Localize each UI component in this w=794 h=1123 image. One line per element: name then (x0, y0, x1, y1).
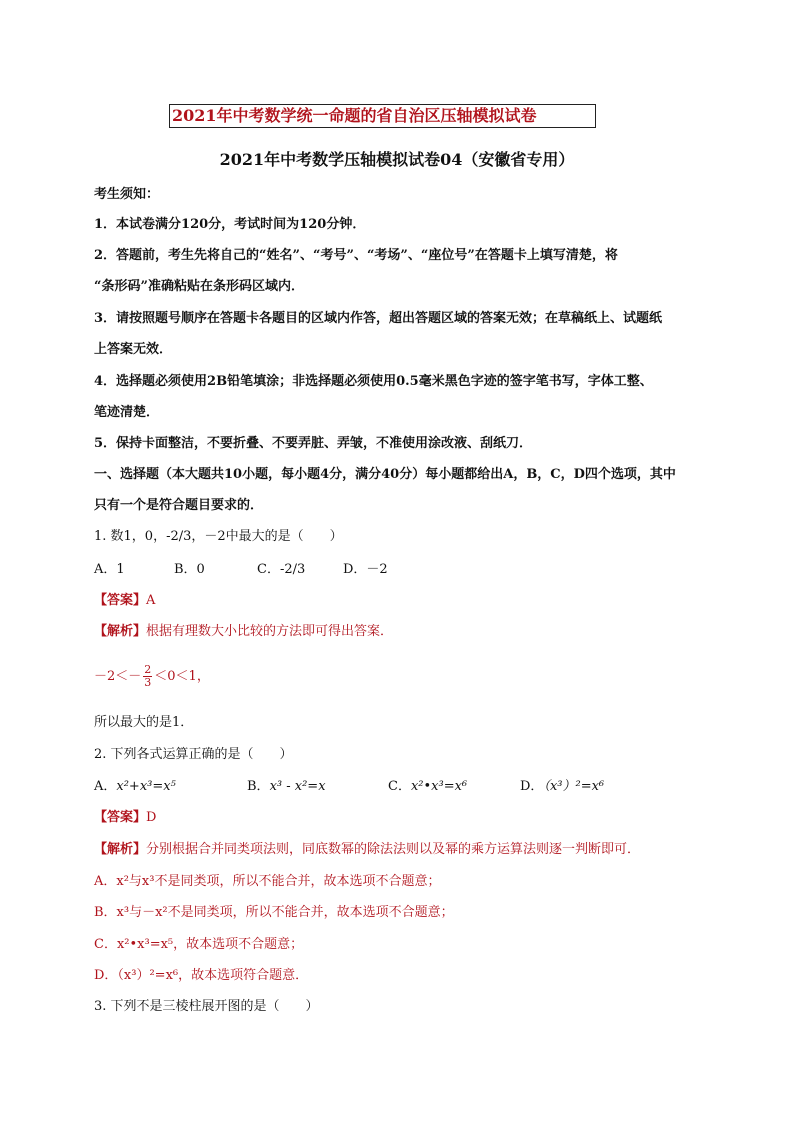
analysis-tag: 【解析】 (94, 624, 147, 639)
analysis-tag: 【解析】 (94, 842, 147, 857)
notice-item-3: 3．请按照题号顺序在答题卡各题目的区域内作答，超出答题区域的答案无效；在草稿纸上、试题纸 (94, 311, 663, 326)
fraction-denominator: 3 (144, 676, 152, 689)
section-heading: 一、选择题（本大题共10小题，每小题4分，满分40分）每小题都给出A，B，C，D四个选项，其中 (94, 467, 676, 482)
question-1-options (94, 561, 388, 579)
question-1-work (94, 664, 210, 690)
exam-series-banner (169, 104, 596, 128)
notice-item-4: 4．选择题必须使用2B铅笔填涂；非选择题必须使用0.5毫米黑色字迹的签字笔书写，字体工整、 (94, 374, 653, 389)
q1-option-d: D．－2 (343, 562, 388, 577)
notice-item-1: 1．本试卷满分120分，考试时间为120分钟． (94, 217, 366, 232)
answer-tag: 【答案】 (94, 810, 147, 825)
q2-explanation-b: B．x³与－x²不是同类项，所以不能合并，故本选项不合题意； (94, 905, 454, 920)
notice-item-2-cont: “条形码”准确粘贴在条形码区域内． (94, 279, 304, 294)
q1-option-c: C．-2/3 (257, 562, 306, 577)
question-3-stem: 3. 下列不是三棱柱展开图的是（ ） (94, 999, 319, 1014)
q2-option-b: B．x³ - x²=x (247, 779, 326, 794)
fraction-numerator: 2 (144, 663, 152, 676)
q1-option-a: A．1 (94, 562, 125, 577)
banner-text: 2021年中考数学统一命题的省自治区压轴模拟试卷 (172, 106, 537, 125)
question-1-analysis (94, 623, 393, 641)
question-2-options (94, 778, 604, 796)
analysis-text: 根据有理数大小比较的方法即可得出答案． (146, 624, 394, 639)
work-right: ＜0＜1， (154, 669, 210, 684)
q2-option-a: A．x²+x³=x⁵ (94, 779, 176, 794)
section-heading-cont: 只有一个是符合题目要求的． (94, 498, 264, 513)
question-1-conclusion: 所以最大的是1． (94, 715, 194, 730)
question-1-answer (94, 592, 155, 610)
question-2-analysis (94, 841, 640, 859)
answer-value: A (146, 593, 156, 608)
question-2-answer (94, 809, 156, 827)
analysis-text: 分别根据合并同类项法则，同底数幂的除法法则以及幂的乘方运算法则逐一判断即可． (146, 842, 641, 857)
fraction (143, 664, 152, 689)
question-2-stem: 2. 下列各式运算正确的是（ ） (94, 747, 293, 762)
work-left: －2＜－ (94, 669, 142, 684)
exam-title: 2021年中考数学压轴模拟试卷04（安徽省专用） (219, 150, 575, 169)
answer-value: D (146, 810, 157, 825)
q2-explanation-a: A．x²与x³不是同类项，所以不能合并，故本选项不合题意； (94, 874, 441, 889)
q2-option-d: D．（x³）²=x⁶ (520, 779, 605, 794)
notice-item-2: 2．答题前，考生先将自己的“姓名”、“考号”、“考场”、“座位号”在答题卡上填写清楚，将 (94, 248, 618, 263)
answer-tag: 【答案】 (94, 593, 147, 608)
notice-item-4-cont: 笔迹清楚． (94, 405, 160, 420)
q2-explanation-c: C．x²•x³=x⁵，故本选项不合题意； (94, 937, 304, 952)
question-1-stem: 1. 数1，0，-2/3，－2中最大的是（ ） (94, 529, 343, 544)
notice-item-5: 5．保持卡面整洁，不要折叠、不要弄脏、弄皱，不准使用涂改液、刮纸刀． (94, 436, 533, 451)
notice-heading: 考生须知： (94, 187, 160, 202)
q2-option-c: C．x²•x³=x⁶ (388, 779, 468, 794)
notice-item-3-cont: 上答案无效． (94, 342, 173, 357)
q1-option-b: B．0 (174, 562, 205, 577)
q2-explanation-d: D．（x³）²=x⁶，故本选项符合题意． (94, 968, 309, 983)
